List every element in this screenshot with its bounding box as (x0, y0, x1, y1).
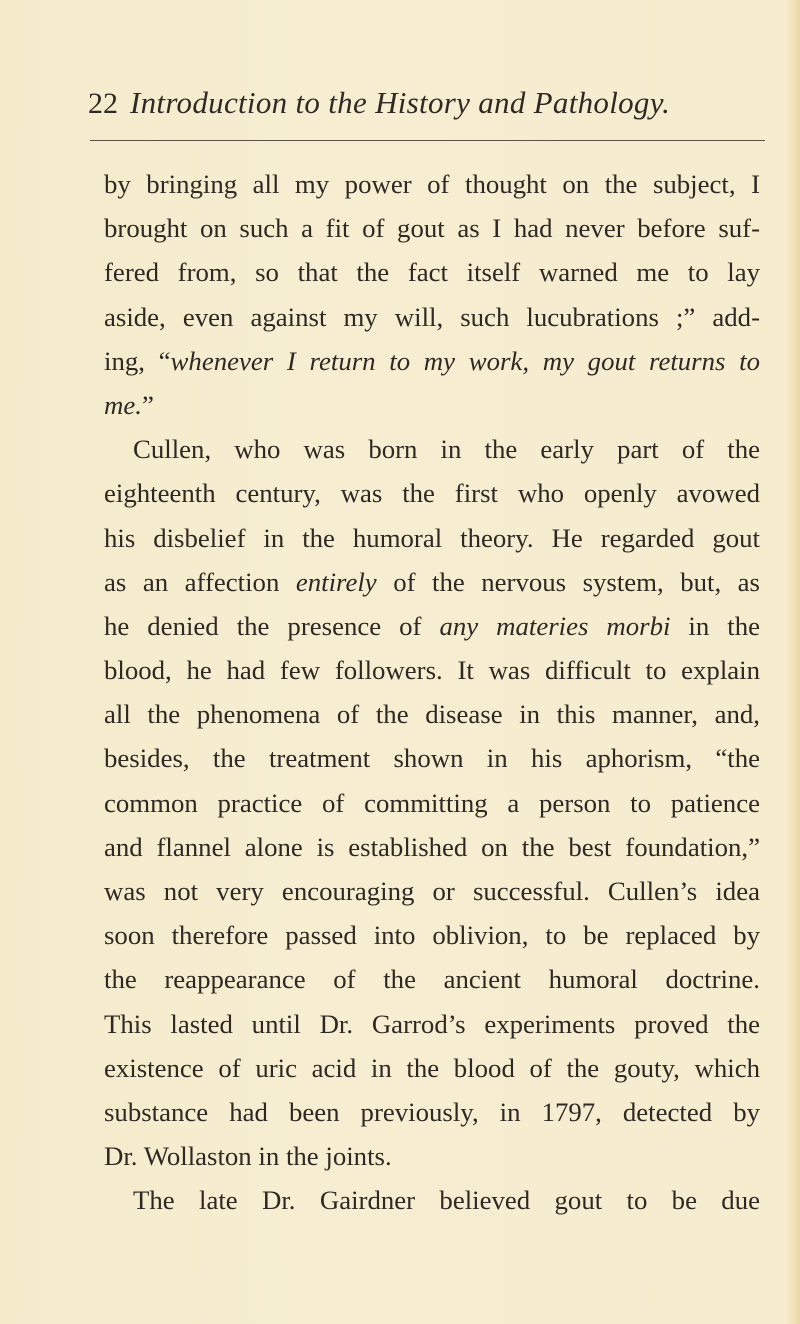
text-run: ” (141, 389, 154, 420)
paragraph-1 (104, 162, 760, 427)
text-line: brought on such a fit of gout as I had never before suf- (104, 213, 760, 244)
running-head (88, 86, 768, 126)
text-line: besides, the treatment shown in his aphorism, “the (104, 743, 760, 774)
text-run: of the nervous system, but, as (376, 566, 760, 597)
text-run: as an affection (104, 566, 296, 597)
text-line (104, 560, 760, 604)
text-line: existence of uric acid in the blood of the gouty, which (104, 1052, 760, 1083)
text-line: This lasted until Dr. Garrod’s experiments proved the (104, 1008, 760, 1039)
header-rule (90, 140, 765, 141)
italic-quote-end: me. (104, 389, 142, 420)
running-head-title: Introduction to the History and Pathology. (130, 85, 671, 120)
text-line: the reappearance of the ancient humoral doctrine. (104, 964, 760, 995)
text-line: blood, he had few followers. It was difficult to explain (104, 655, 760, 686)
italic-quote: whenever I return to my work, my gout returns to (170, 345, 760, 376)
text-line: substance had been previously, in 1797, detected by (104, 1096, 760, 1127)
italic-latin-term: any materies morbi (439, 610, 671, 641)
text-line: The late Dr. Gairdner believed gout to be due (133, 1185, 760, 1216)
text-line: fered from, so that the fact itself warned me to lay (104, 257, 760, 288)
text-run: in the (670, 610, 760, 641)
text-line: eighteenth century, was the first who openly avowed (104, 478, 760, 509)
italic-word: entirely (295, 566, 377, 597)
text-run: he denied the presence of (104, 610, 440, 641)
text-line: was not very encouraging or successful. Cullen’s idea (104, 876, 760, 906)
text-line (104, 339, 760, 383)
text-line: all the phenomena of the disease in this manner, and, (104, 699, 760, 730)
text-line (104, 383, 760, 427)
text-line: aside, even against my will, such lucubrations ;” add- (104, 301, 760, 332)
page-edge-shadow (786, 0, 800, 1324)
text-line: by bringing all my power of thought on the subject, I (104, 169, 760, 199)
page-number: 22 (88, 87, 118, 120)
text-line: Dr. Wollaston in the joints. (104, 1141, 392, 1172)
text-run: ing, “ (104, 345, 171, 376)
text-line: Cullen, who was born in the early part of the (133, 434, 760, 465)
text-line: his disbelief in the humoral theory. He regarded gout (104, 522, 760, 553)
paragraph-2 (104, 427, 760, 1178)
text-line: and flannel alone is established on the best foundation,” (104, 831, 760, 862)
text-line: common practice of committing a person to patience (104, 787, 760, 818)
paragraph-3 (104, 1178, 760, 1222)
body-text (104, 162, 760, 1223)
text-line (104, 604, 760, 648)
text-line: soon therefore passed into oblivion, to be replaced by (104, 920, 760, 951)
